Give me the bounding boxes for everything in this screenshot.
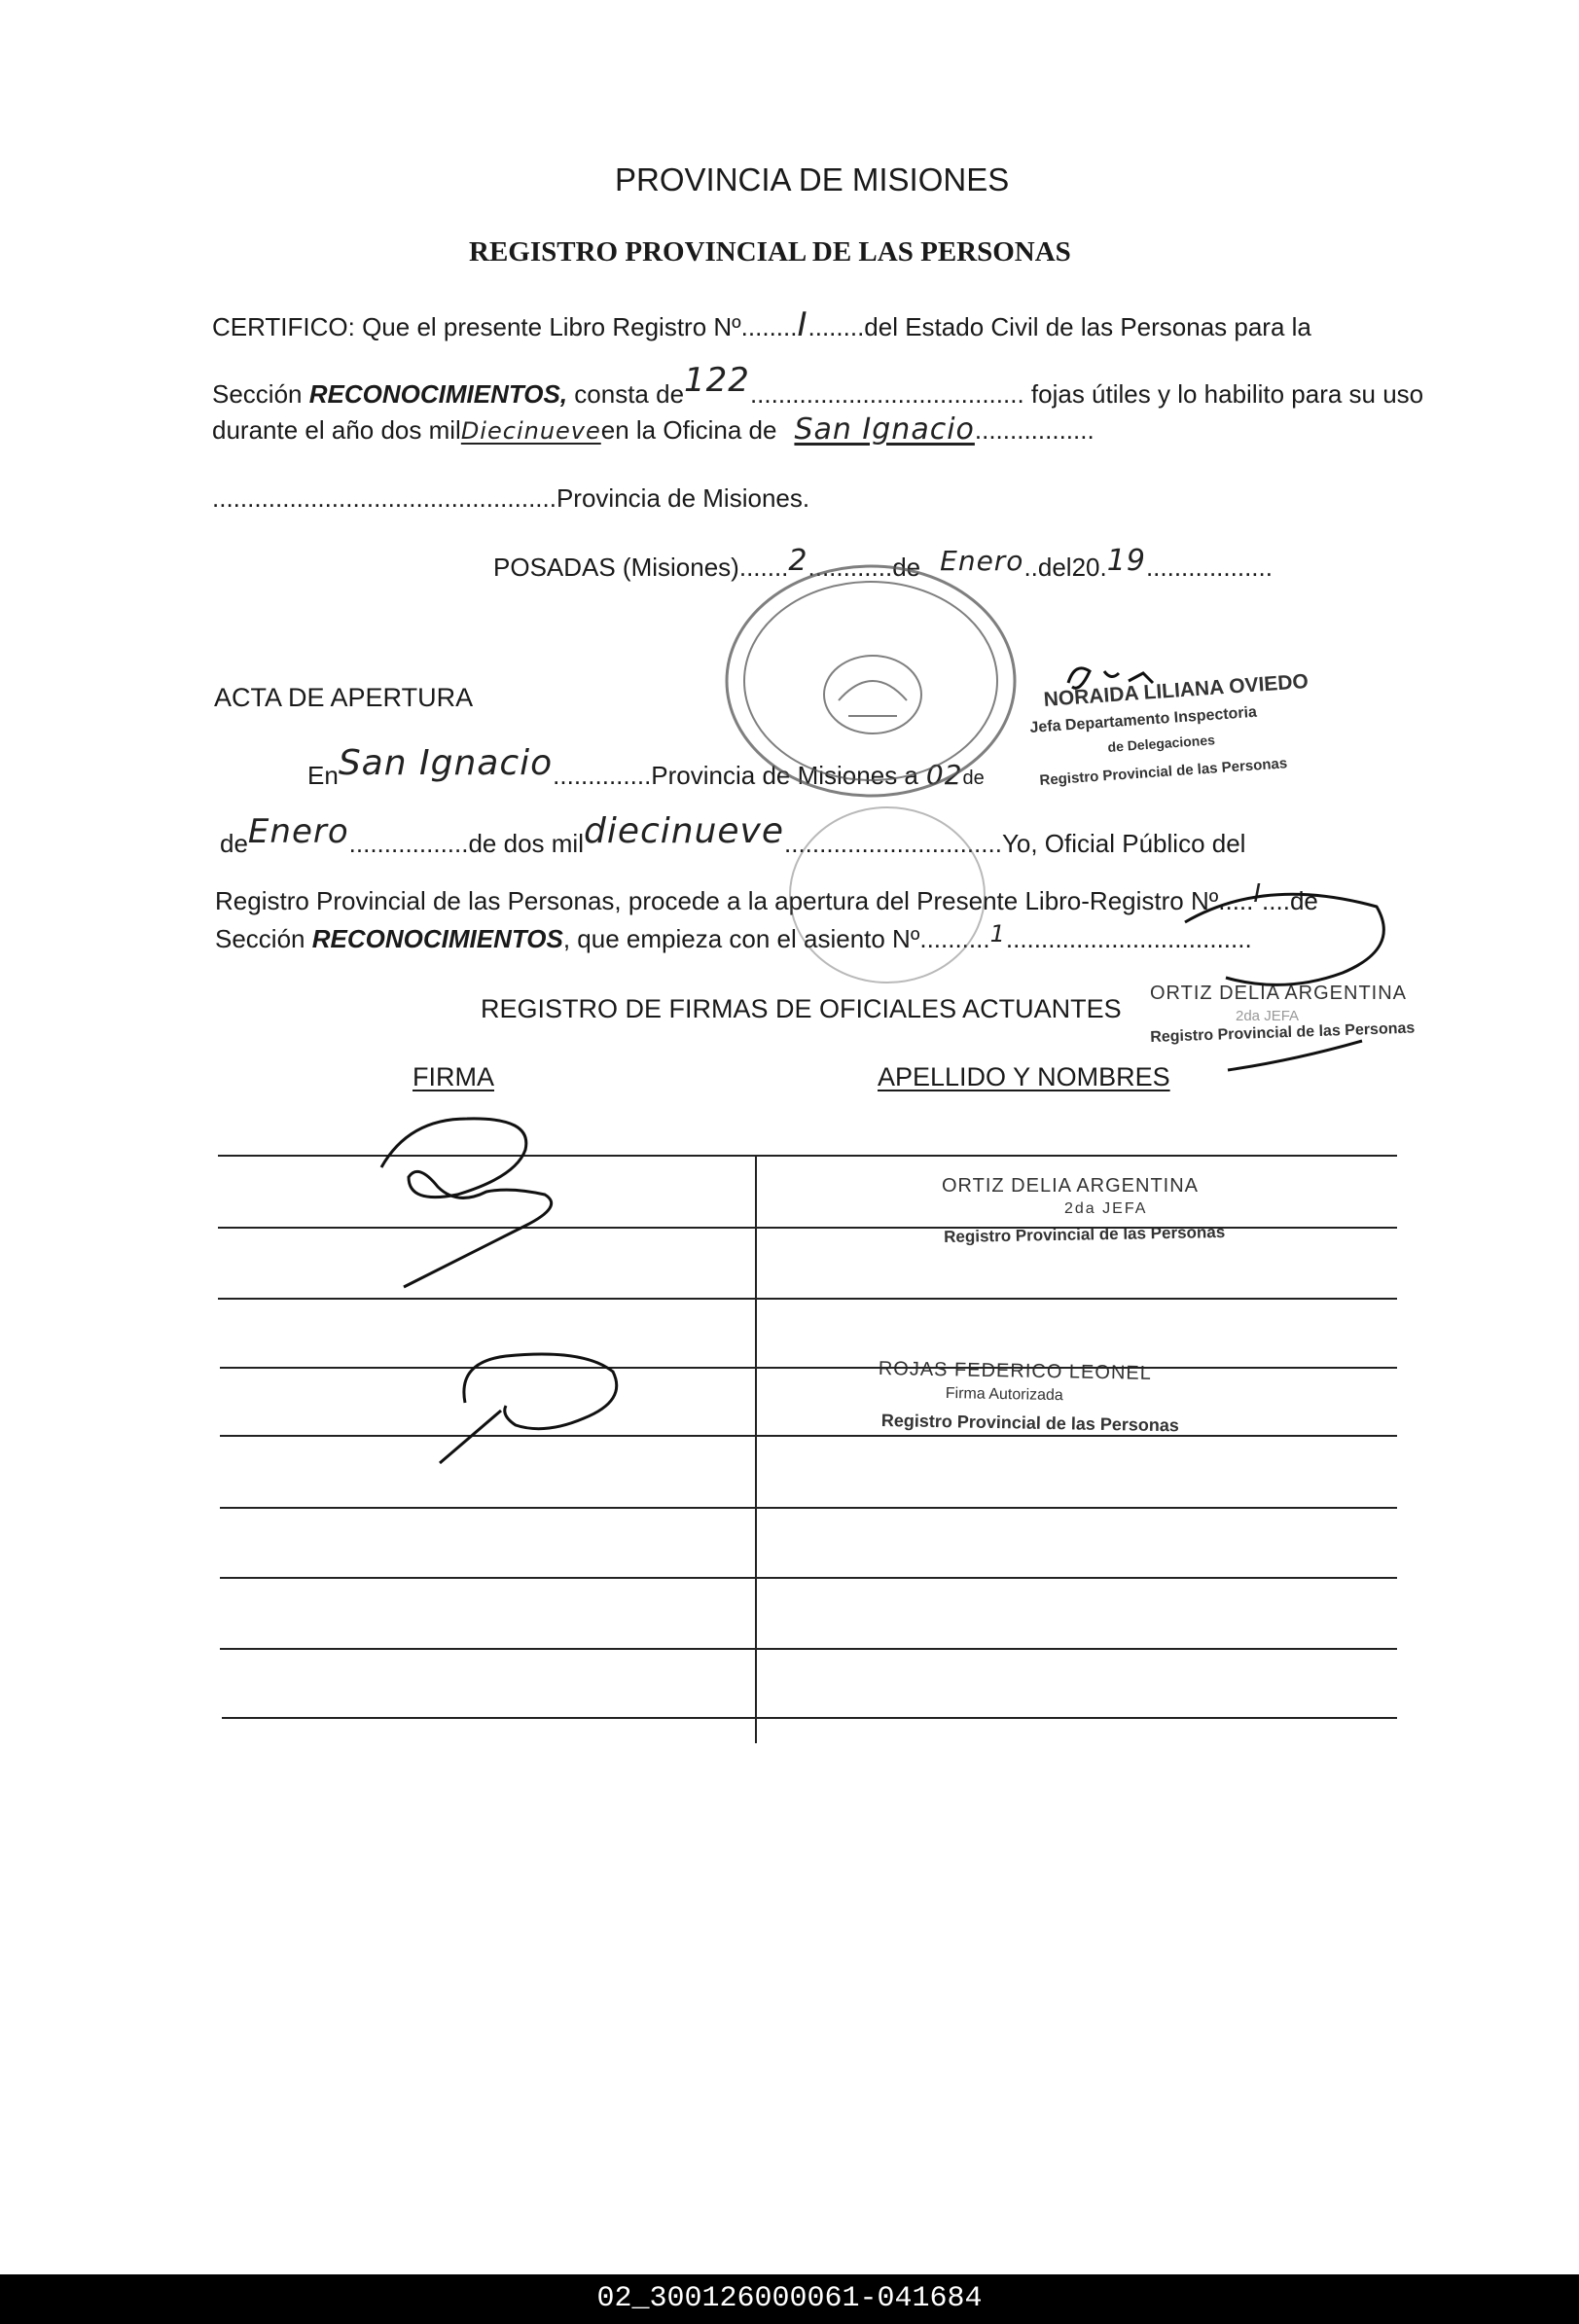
document-id-footer: 02_300126000061-041684 — [0, 2274, 1579, 2324]
acta-text: Registro Provincial de las Personas, procede a la apertura del Presente Libro-Registro Nº — [215, 886, 1219, 915]
place-text: de — [892, 553, 921, 582]
certificate-text: durante el año dos mil — [212, 415, 461, 445]
ortiz-stamp-name: ORTIZ DELIA ARGENTINA — [1150, 983, 1408, 1004]
handwritten-place: San Ignacio — [338, 743, 554, 783]
column-header-names: APELLIDO Y NOMBRES — [878, 1062, 1170, 1091]
acta-text: de — [220, 829, 248, 858]
dotted-blank: ........ — [807, 312, 865, 341]
dotted-blank: ............................... — [784, 829, 1002, 858]
dotted-blank: ................................................. — [212, 483, 556, 513]
acta-text: En — [307, 761, 339, 790]
oviedo-stamp-title: Jefa Departamento Inspectoria — [1029, 703, 1258, 736]
ortiz-row-stamp-title: 2da JEFA — [1064, 1200, 1148, 1217]
certificate-text: CERTIFICO: Que el presente Libro Registro Nº — [212, 312, 741, 341]
handwritten-entry-number: 1 — [989, 920, 1006, 947]
section-name: RECONOCIMIENTOS, — [308, 379, 568, 409]
acta-text: , que empieza con el asiento Nº — [562, 924, 920, 953]
handwritten-fojas-count: 122 — [684, 361, 750, 400]
signatures-table-grid — [218, 1156, 1397, 1743]
certificate-text: consta de — [567, 379, 685, 409]
oviedo-stamp-name: NORAIDA LILIANA OVIEDO — [1043, 669, 1310, 711]
certificate-text: fojas útiles y lo habilito para su uso — [1023, 379, 1424, 409]
handwritten-office: San Ignacio — [794, 412, 975, 447]
dotted-blank: ............ — [807, 553, 893, 582]
signatures-table-title: REGISTRO DE FIRMAS DE OFICIALES ACTUANTES — [481, 994, 1122, 1023]
handwritten-book-number: I — [1253, 879, 1263, 909]
handwritten-day: 2 — [788, 544, 808, 578]
acta-text: de — [962, 768, 985, 789]
rojas-row-stamp-registry: Registro Provincial de las Personas — [880, 1411, 1180, 1436]
rojas-row-stamp-title: Firma Autorizada — [945, 1385, 1063, 1405]
dotted-blank: ................. — [974, 415, 1095, 445]
certificate-text: Sección — [212, 379, 309, 409]
signature-ortiz-header — [1185, 894, 1383, 1070]
acta-text: Provincia de Misiones a — [651, 761, 918, 790]
oviedo-stamp-registry: Registro Provincial de las Personas — [1039, 755, 1288, 789]
handwritten-year: diecinueve — [583, 811, 784, 851]
handwritten-signatures — [381, 668, 1383, 1463]
handwritten-month: Enero — [940, 545, 1024, 577]
rojas-row-stamp-name: ROJAS FEDERICO LEONEL — [878, 1358, 1153, 1384]
dotted-blank: ..... — [1218, 886, 1254, 915]
dotted-blank: ................................... — [1005, 924, 1252, 953]
handwritten-year: Diecinueve — [460, 417, 601, 445]
certificate-text: Provincia de Misiones. — [556, 483, 810, 513]
dotted-blank: .. — [1023, 553, 1038, 582]
section-name: RECONOCIMIENTOS — [311, 924, 563, 953]
place-text: del20 — [1037, 553, 1100, 582]
acta-title: ACTA DE APERTURA — [214, 683, 474, 712]
dotted-blank: .............. — [553, 761, 652, 790]
dotted-blank: ....................................... — [749, 379, 1024, 409]
column-header-signature: FIRMA — [413, 1062, 494, 1091]
signature-ortiz-row — [381, 1119, 552, 1287]
ortiz-row-stamp-registry: Registro Provincial de las Personas — [944, 1222, 1226, 1246]
dotted-blank: ....... — [738, 553, 789, 582]
handwritten-month: Enero — [247, 812, 349, 851]
certificate-text: del Estado Civil de las Personas para la — [864, 312, 1311, 341]
handwritten-year-short: 19 — [1106, 544, 1146, 578]
dotted-blank: .......... — [919, 924, 990, 953]
dotted-blank: .................. — [1145, 553, 1273, 582]
oviedo-stamp-subtitle: de Delegaciones — [1107, 732, 1216, 755]
signature-oviedo — [1068, 668, 1153, 688]
ortiz-stamp-registry: Registro Provincial de las Personas — [1150, 1019, 1416, 1046]
dotted-blank: .... — [1262, 886, 1290, 915]
signature-rojas-row — [440, 1354, 617, 1463]
province-title: PROVINCIA DE MISIONES — [615, 161, 1010, 197]
handwritten-book-number: I — [797, 305, 808, 344]
acta-text: de dos mil — [468, 829, 584, 858]
ortiz-stamp-title: 2da JEFA — [1236, 1008, 1300, 1024]
acta-text: Yo, Oficial Público del — [1001, 829, 1246, 858]
handwritten-day: 02 — [925, 759, 963, 791]
ortiz-row-stamp-name: ORTIZ DELIA ARGENTINA — [942, 1175, 1200, 1197]
dotted-blank: . — [1099, 553, 1107, 582]
dotted-blank: ........ — [740, 312, 798, 341]
dotted-blank: ................. — [348, 829, 469, 858]
certificate-text: en la Oficina de — [600, 415, 777, 445]
acta-text: Sección — [215, 924, 312, 953]
registry-title: REGISTRO PROVINCIAL DE LAS PERSONAS — [469, 236, 1071, 268]
acta-text: de — [1289, 886, 1318, 915]
place-text: POSADAS (Misiones) — [493, 553, 739, 582]
official-seal — [727, 566, 1015, 983]
